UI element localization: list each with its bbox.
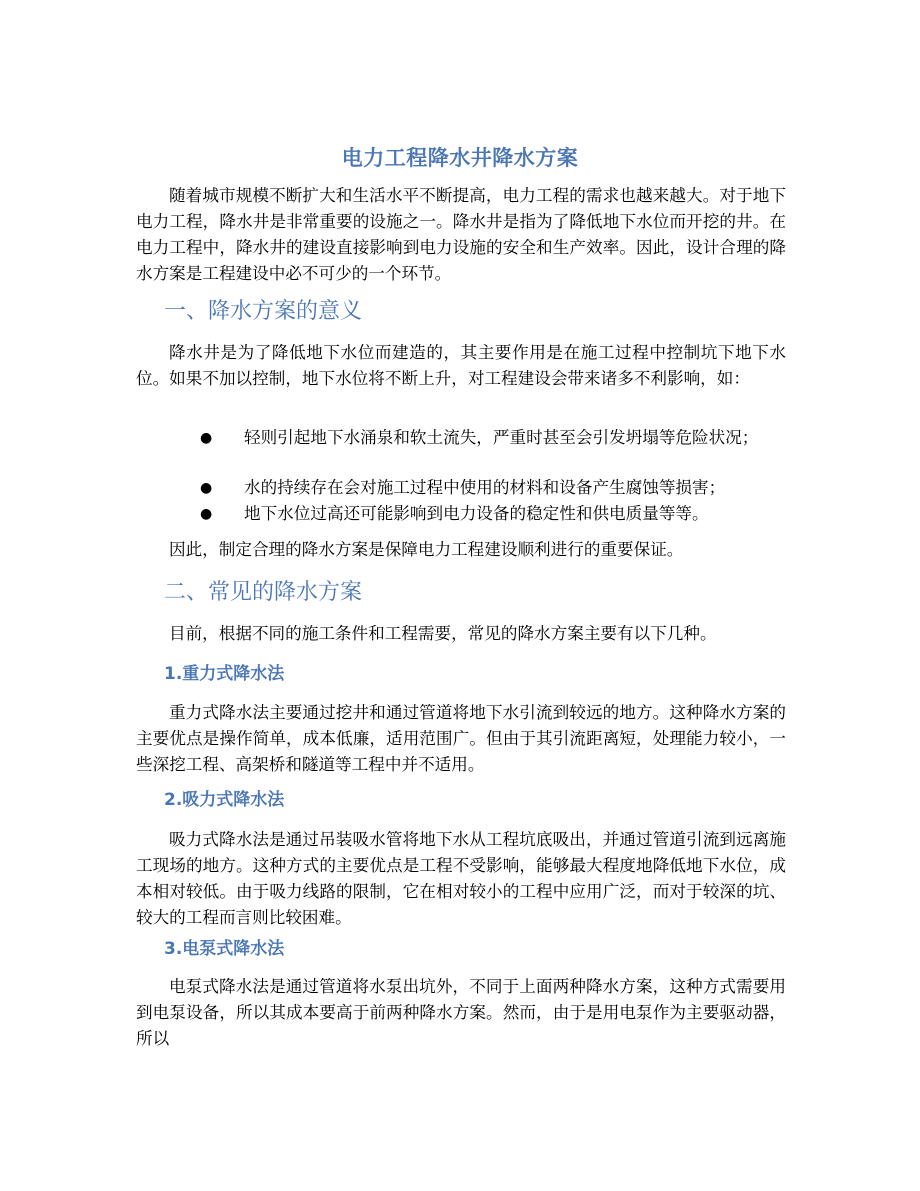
method-2-heading: 2.吸力式降水法 bbox=[164, 790, 285, 810]
intro-paragraph: 随着城市规模不断扩大和生活水平不断提高，电力工程的需求也越来越大。对于地下电力工程，降水井是非常重要的设施之一。降水井是指为了降低地下水位而开挖的井。在电力工程中，降水井的建设直接影响到电力设施的安全和生产效率。因此，设计合理的降水方案是工程建设中必不可少的一个环节。 bbox=[136, 186, 786, 283]
bullet-list-item bbox=[172, 425, 792, 451]
section-2-heading: 二、常见的降水方案 bbox=[164, 580, 363, 605]
bullet-list-item bbox=[172, 475, 792, 501]
method-1-paragraph: 重力式降水法主要通过挖井和通过管道将地下水引流到较远的地方。这种降水方案的主要优点是操作简单，成本低廉，适用范围广。但由于其引流距离短，处理能力较小，一些深挖工程、高架桥和隧道等工程中并不适用。 bbox=[136, 703, 786, 774]
section-1-heading: 一、降水方案的意义 bbox=[164, 299, 363, 324]
method-3-paragraph: 电泵式降水法是通过管道将水泵出坑外，不同于上面两种降水方案，这种方式需要用到电泵设备，所以其成本要高于前两种降水方案。然而，由于是用电泵作为主要驱动器，所以 bbox=[136, 977, 786, 1048]
section-1-conclusion: 因此，制定合理的降水方案是保障电力工程建设顺利进行的重要保证。 bbox=[169, 540, 684, 559]
section-1-paragraph: 降水井是为了降低地下水位而建造的，其主要作用是在施工过程中控制坑下地下水位。如果不加以控制，地下水位将不断上升，对工程建设会带来诸多不利影响，如： bbox=[136, 343, 786, 388]
bullet-text: 轻则引起地下水涌泉和软土流失，严重时甚至会引发坍塌等危险状况； bbox=[244, 428, 759, 447]
bullet-icon: ● bbox=[200, 430, 213, 446]
method-3-heading: 3.电泵式降水法 bbox=[164, 939, 285, 959]
bullet-icon: ● bbox=[200, 480, 213, 496]
section-2-paragraph: 目前，根据不同的施工条件和工程需要，常见的降水方案主要有以下几种。 bbox=[169, 624, 717, 643]
method-1-heading: 1.重力式降水法 bbox=[164, 664, 285, 684]
method-2-paragraph: 吸力式降水法是通过吊装吸水管将地下水从工程坑底吸出，并通过管道引流到远离施工现场的地方。这种方式的主要优点是工程不受影响，能够最大程度地降低地下水位，成本相对较低。由于吸力线路的限制，它在相对较小的工程中应用广泛，而对于较深的坑、较大的工程而言则比较困难。 bbox=[136, 830, 786, 927]
document-title: 电力工程降水井降水方案 bbox=[341, 146, 579, 170]
bullet-text: 水的持续存在会对施工过程中使用的材料和设备产生腐蚀等损害； bbox=[244, 478, 726, 497]
bullet-text: 地下水位过高还可能影响到电力设备的稳定性和供电质量等等。 bbox=[244, 504, 709, 523]
bullet-list-item bbox=[172, 501, 792, 527]
bullet-icon: ● bbox=[200, 506, 213, 522]
